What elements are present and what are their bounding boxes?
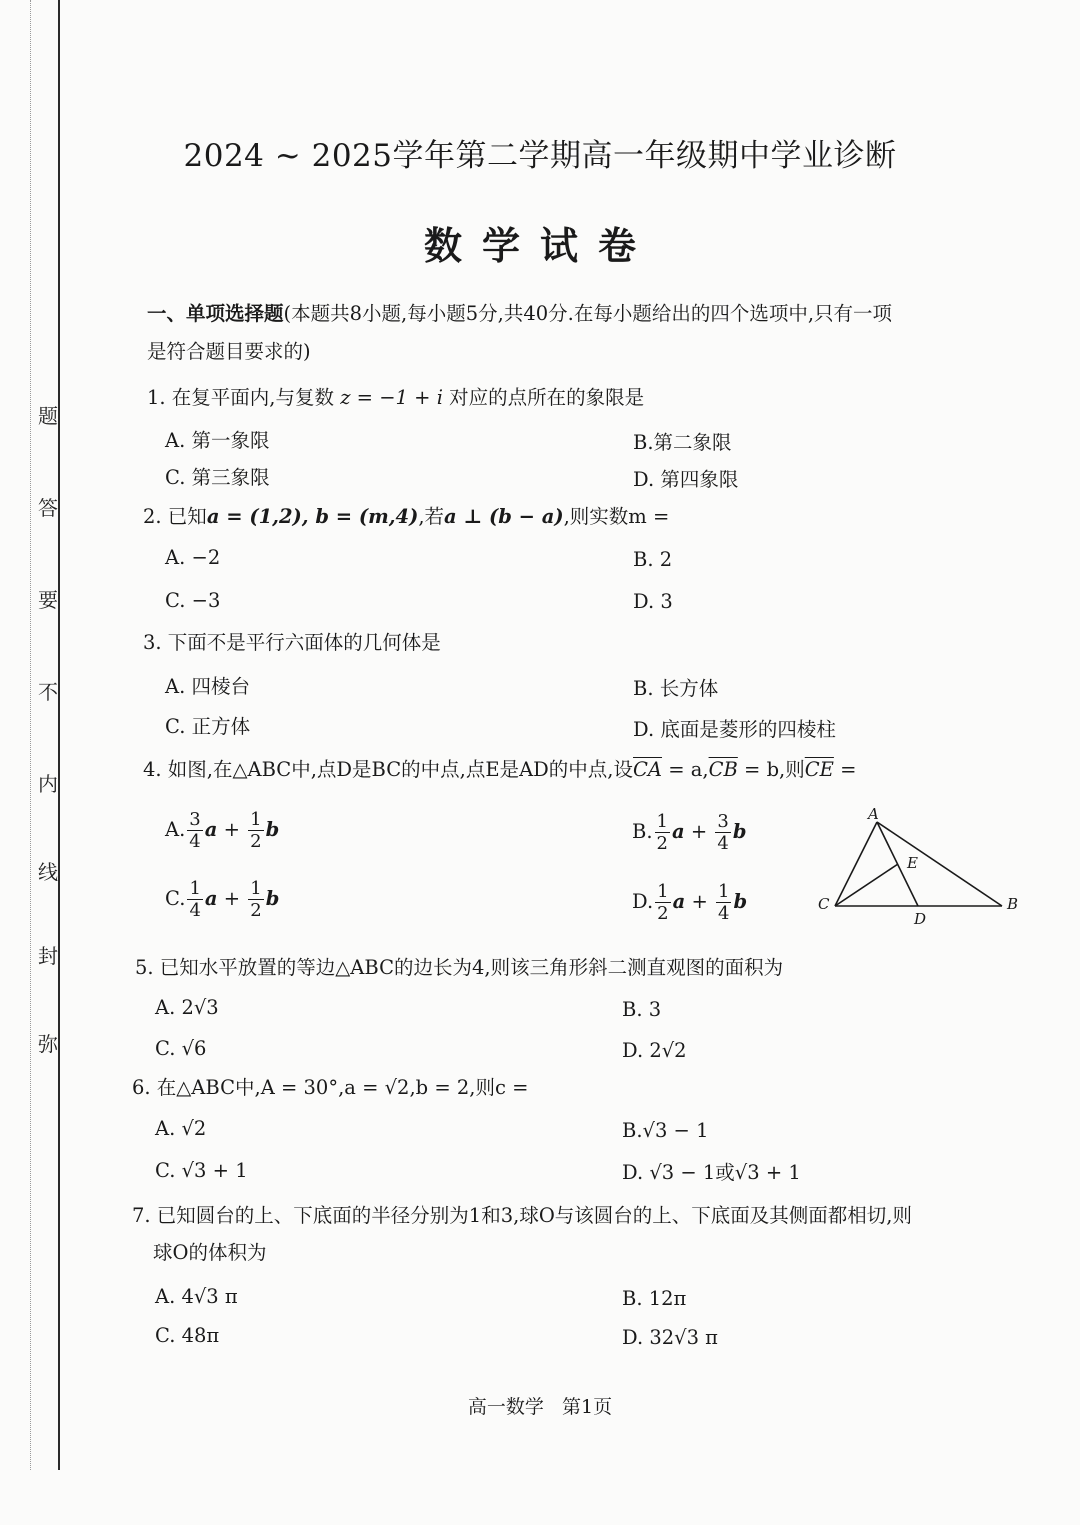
segment-ce <box>835 864 898 906</box>
q2-option-b: B. 2 <box>633 548 673 571</box>
question-2-stem: 2. 已知a = (1,2), b = (m,4),若a ⊥ (b − a),则实数m = <box>143 505 670 528</box>
q4-option-b: B. $\frac{1}{2}$ a + $\frac{3}{4}$ b <box>632 811 747 854</box>
edge-ab <box>877 822 1002 906</box>
q7-option-a: A. 4√3 π <box>155 1285 238 1308</box>
q1-option-a: A. 第一象限 <box>165 429 270 452</box>
q3-option-c: C. 正方体 <box>165 715 251 738</box>
question-5-stem: 5. 已知水平放置的等边△ABC的边长为4,则该三角形斜二测直观图的面积为 <box>135 956 784 979</box>
q7-option-b: B. 12π <box>622 1287 687 1310</box>
binding-char: 不 <box>38 680 58 704</box>
binding-char: 线 <box>38 860 58 884</box>
q7-option-d: D. 32√3 π <box>622 1326 718 1349</box>
question-1-stem: 1. 在复平面内,与复数 z = −1 + i 对应的点所在的象限是 <box>147 386 645 409</box>
binding-char: 内 <box>38 772 58 796</box>
page-footer: 高一数学 第1页 <box>467 1396 613 1418</box>
question-3-stem: 3. 下面不是平行六面体的几何体是 <box>143 631 441 654</box>
binding-char: 封 <box>38 944 58 968</box>
subject-title: 数学试卷 <box>423 223 656 268</box>
q7-option-c: C. 48π <box>155 1324 220 1347</box>
binding-char: 答 <box>38 496 58 520</box>
q5-option-d: D. 2√2 <box>622 1039 687 1062</box>
q3-option-a: A. 四棱台 <box>165 675 250 698</box>
binding-char: 弥 <box>38 1032 58 1056</box>
label-c: C <box>818 895 830 913</box>
section-heading: 一、单项选择题 <box>147 302 284 325</box>
triangle-figure <box>810 800 1030 930</box>
q6-option-b: B.√3 − 1 <box>622 1119 709 1142</box>
q4-option-a: A. $\frac{3}{4}$ a + $\frac{1}{2}$ b <box>165 809 280 852</box>
question-7-stem-line1: 7. 已知圆台的上、下底面的半径分别为1和3,球O与该圆台的上、下底面及其侧面都相切,则 <box>132 1204 913 1227</box>
label-a: A <box>868 805 879 823</box>
q1-option-d: D. 第四象限 <box>633 468 739 491</box>
q3-option-d: D. 底面是菱形的四棱柱 <box>633 718 836 741</box>
q5-option-c: C. √6 <box>155 1037 207 1060</box>
q4-option-c: C. $\frac{1}{4}$ a + $\frac{1}{2}$ b <box>165 878 280 921</box>
binding-char: 要 <box>38 588 58 612</box>
vector-ce: $\overline{CE}$ <box>804 758 834 781</box>
exam-title: 2024 ~ 2025学年第二学期高一年级期中学业诊断 <box>183 138 897 174</box>
q1-option-b: B.第二象限 <box>633 431 732 454</box>
q2-option-c: C. −3 <box>165 589 221 612</box>
q1-option-c: C. 第三象限 <box>165 466 270 489</box>
instructions-line2: 是符合题目要求的) <box>147 340 311 363</box>
label-d: D <box>914 910 927 928</box>
question-4-stem: 4. 如图,在△ABC中,点D是BC的中点,点E是AD的中点,设$\overline{CA} = a,\overline{CB} = b$,则$\overline{CE}$ = <box>143 758 857 781</box>
q5-option-b: B. 3 <box>622 998 662 1021</box>
question-6-stem: 6. 在△ABC中,A = 30°,a = √2,b = 2,则c = <box>132 1076 529 1099</box>
instructions-line1: (本题共8小题,每小题5分,共40分.在每小题给出的四个选项中,只有一项 <box>283 302 893 325</box>
q2-option-d: D. 3 <box>633 590 673 613</box>
q6-option-a: A. √2 <box>155 1117 207 1140</box>
vector-ca: $\overline{CA}$ <box>633 758 663 781</box>
section-instructions <box>147 302 892 326</box>
label-e: E <box>907 854 918 872</box>
question-7-stem-line2: 球O的体积为 <box>153 1241 267 1264</box>
q3-option-b: B. 长方体 <box>633 677 719 700</box>
q5-option-a: A. 2√3 <box>155 996 219 1019</box>
q6-option-c: C. √3 + 1 <box>155 1159 248 1182</box>
edge-ac <box>835 822 877 906</box>
label-b: B <box>1007 895 1019 913</box>
q4-option-d: D. $\frac{1}{2}$ a + $\frac{1}{4}$ b <box>632 881 748 924</box>
q2-option-a: A. −2 <box>165 546 221 569</box>
vector-cb: $\overline{CB}$ <box>708 758 738 781</box>
binding-char: 题 <box>38 404 58 428</box>
q6-option-d: D. √3 − 1或√3 + 1 <box>622 1161 801 1184</box>
